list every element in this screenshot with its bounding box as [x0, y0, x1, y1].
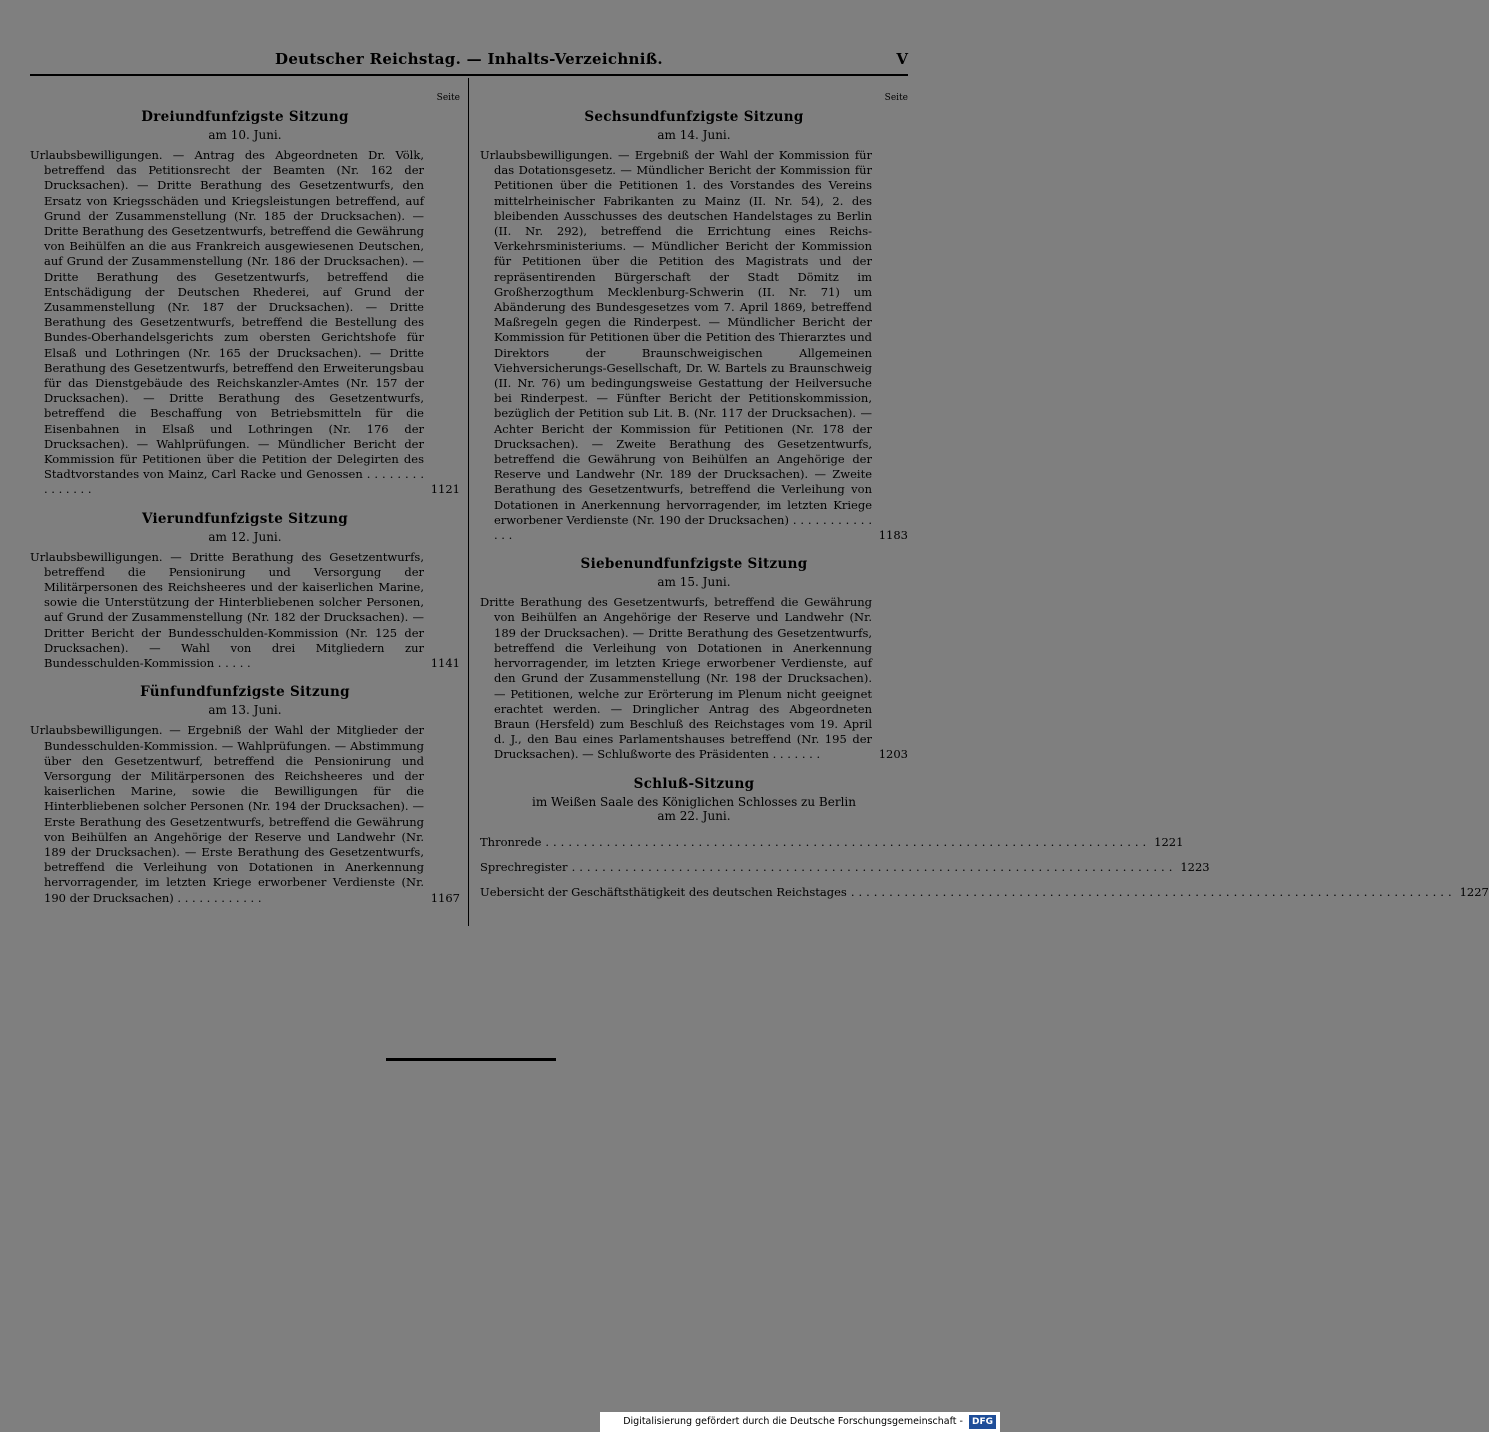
entry-text: Urlaubsbewilligungen. — Dritte Berathung des Gesetzentwurfs, betreffend die Pensionirung und Versorgung der Militärpersonen des Reichsheeres und der kaiserlichen Marine, sowie die Unterstützung der Hinterbliebenen solcher Personen, auf Grund der Zusammenstellung (Nr. 182 der Drucksachen). — Dritter Bericht der Bundesschulden-Kommission (Nr. 125 der Drucksachen). — Wahl von drei Mitgliedern zur Bundesschulden-Kommission . . . . .: [30, 549, 424, 671]
session-56: [480, 108, 908, 543]
closing-rule: [386, 1058, 556, 1061]
entry-page: 1183: [878, 528, 908, 543]
session-entry: [480, 595, 908, 762]
left-column: [30, 92, 460, 918]
leader-dots: ...............................................................................: [571, 859, 1177, 874]
leader-dots: ...............................................................................: [545, 834, 1151, 849]
entry-text: Urlaubsbewilligungen. — Ergebniß der Wahl der Mitglieder der Bundesschulden-Kommission. — Wahlprüfungen. — Abstimmung über den Gesetzentwurf, betreffend die Pensionirung und Versorgung der Militärpersonen des Reichsheeres und der kaiserlichen Marine, sowie die Bewilligungen für die Hinterbliebenen solcher Personen (Nr. 194 der Drucksachen). — Erste Berathung des Gesetzentwurfs, betreffend die Gewährung von Beihülfen an Angehörige der Reserve und Landwehr (Nr. 189 der Drucksachen). — Erste Berathung des Gesetzentwurfs, betreffend die Verleihung von Dotationen in Anerkennung hervorragender, im letzten Kriege erworbener Verdienste (Nr. 190 der Drucksachen) . . . . . . . . . . . .: [30, 723, 424, 905]
session-subtitle: im Weißen Saale des Königlichen Schlosses zu Berlin: [532, 794, 856, 809]
session-date: am 14. Juni.: [657, 128, 731, 142]
toc-line-sprechregister: [480, 859, 1210, 875]
session-entry: [30, 550, 460, 672]
footer-text: Digitalisierung gefördert durch die Deutsche Forschungsgemeinschaft -: [623, 1416, 963, 1427]
toc-page: 1221: [1154, 834, 1184, 849]
session-date: am 22. Juni.: [657, 808, 731, 823]
session-date: am 13. Juni.: [208, 703, 282, 718]
session-title: Dreiundfunfzigste Sitzung: [141, 109, 349, 125]
session-date: am 15. Juni.: [657, 575, 731, 590]
entry-text: Dritte Berathung des Gesetzentwurfs, betreffend die Gewährung von Beihülfen an Angehörige der Reserve und Landwehr (Nr. 189 der Drucksachen). — Dritte Berathung des Gesetzentwurfs, betreffend die Verleihung von Dotationen in Anerkennung hervorragender, im letzten Kriege erworbener Verdienste, auf den Grund der Zusammenstellung (Nr. 198 der Drucksachen). — Petitionen, welche zur Erörterung im Plenum nicht geeignet erachtet werden. — Dringlicher Antrag des Abgeordneten Braun (Hersfeld) zum Beschluß des Reichstages vom 19. April d. J., den Bau eines Parlamentshauses betreffend (Nr. 195 der Drucksachen). — Schlußworte des Präsidenten . . . . . . .: [480, 595, 872, 762]
session-entry: [30, 723, 460, 905]
seite-label: Seite: [884, 93, 908, 103]
right-column: [480, 92, 1489, 912]
column-divider: [468, 78, 469, 926]
session-entry: [480, 148, 908, 543]
session-54: [30, 510, 460, 672]
toc-page: 1223: [1180, 859, 1210, 874]
session-55: [30, 683, 460, 905]
toc-page: 1227: [1459, 884, 1489, 899]
running-title: Deutscher Reichstag. — Inhalts-Verzeichniß.: [275, 50, 663, 68]
session-entry: [30, 148, 460, 498]
entry-page: 1167: [430, 890, 460, 905]
entry-text: Urlaubsbewilligungen. — Antrag des Abgeordneten Dr. Völk, betreffend das Petitionsrecht der Beamten (Nr. 162 der Drucksachen). — Dritte Berathung des Gesetzentwurfs, den Ersatz von Kriegsschäden und Kriegsleistungen betreffend, auf Grund der Zusammenstellung (Nr. 185 der Drucksachen). — Dritte Berathung des Gesetzentwurfs, betreffend die Gewährung von Beihülfen an die aus Frankreich ausgewiesenen Deutschen, auf Grund der Zusammenstellung (Nr. 186 der Drucksachen). — Dritte Berathung des Gesetzentwurfs, betreffend die Entschädigung der Deutschen Rhederei, auf Grund der Zusammenstellung (Nr. 187 der Drucksachen). — Dritte Berathung des Gesetzentwurfs, betreffend die Bestellung des Bundes-Oberhandelsgerichts zum obersten Gerichtshofe für Elsaß und Lothringen (Nr. 165 der Drucksachen). — Dritte Berathung des Gesetzentwurfs, betreffend den Erweiterungsbau für das Dienstgebäude des Reichskanzler-Amtes (Nr. 157 der Drucksachen). — Dritte Berathung des Gesetzentwurfs, betreffend die Beschaffung von Betriebsmitteln für die Eisenbahnen in Elsaß und Lothringen (Nr. 176 der Drucksachen). — Wahlprüfungen. — Mündlicher Bericht der Kommission für Petitionen über die Petition der Delegirten des Stadtvorstandes von Mainz, Carl Racke und Genossen . . . . . . . . . . . . . . .: [30, 148, 424, 497]
session-date: am 10. Juni.: [208, 128, 282, 142]
session-title: Sechsundfunfzigste Sitzung: [584, 109, 804, 125]
session-title: Schluß-Sitzung: [633, 775, 755, 792]
page-header: [30, 48, 908, 76]
entry-page: 1121: [430, 482, 460, 497]
toc-line-thronrede: [480, 834, 1184, 850]
toc-label: Thronrede: [480, 834, 542, 849]
session-title: Vierundfunfzigste Sitzung: [141, 510, 349, 527]
toc-label: Uebersicht der Geschäftsthätigkeit des deutschen Reichstages: [480, 884, 847, 899]
leader-dots: ...............................................................................: [850, 884, 1456, 899]
session-title: Fünfundfunfzigste Sitzung: [140, 684, 350, 701]
toc-line-uebersicht: [480, 884, 1489, 900]
footer-credit: [600, 1412, 1000, 1432]
entry-page: 1141: [430, 656, 460, 671]
session-53: [30, 108, 460, 498]
page-number: V: [896, 50, 908, 68]
entry-text: Urlaubsbewilligungen. — Ergebniß der Wahl der Kommission für das Dotationsgesetz. — Mündlicher Bericht der Kommission für Petitionen über die Petitionen 1. des Vorstandes des Vereins mittelrheinischer Fabrikanten zu Mainz (II. Nr. 54), 2. des bleibenden Ausschusses des deutschen Handelstages zu Berlin (II. Nr. 292), betreffend die Errichtung eines Reichs-Verkehrsministeriums. — Mündlicher Bericht der Kommission für Petitionen über die Petition des Magistrats und der repräsentirenden Bürgerschaft der Stadt Dömitz im Großherzogthum Mecklenburg-Schwerin (II. Nr. 71) um Abänderung des Bundesgesetzes vom 7. April 1869, betreffend Maßregeln gegen die Rinderpest. — Mündlicher Bericht der Kommission für Petitionen über die Petition des Thierarztes und Direktors der Braunschweigischen Allgemeinen Viehversicherungs-Gesellschaft, Dr. W. Bartels zu Braunschweig (II. Nr. 76) um bedingungsweise Gestattung der Heilversuche bei Rinderpest. — Fünfter Bericht der Petitionskommission, bezüglich der Petition sub Lit. B. (Nr. 117 der Drucksachen). — Achter Bericht der Kommission für Petitionen (Nr. 178 der Drucksachen). — Zweite Berathung des Gesetzentwurfs, betreffend die Gewährung von Beihülfen an Angehörige der Reserve und Landwehr (Nr. 189 der Drucksachen). — Zweite Berathung des Gesetzentwurfs, betreffend die Verleihung von Dotationen in Anerkennung hervorragender, im letzten Kriege erworbener Verdienste (Nr. 190 der Drucksachen) . . . . . . . . . . . . . .: [480, 148, 872, 543]
dfg-logo: DFG: [969, 1415, 996, 1429]
entry-page: 1203: [878, 747, 908, 762]
session-date: am 12. Juni.: [208, 529, 282, 544]
session-title: Siebenundfunfzigste Sitzung: [580, 556, 808, 573]
toc-label: Sprechregister: [480, 859, 568, 874]
seite-label: Seite: [436, 93, 460, 103]
session-57: [480, 555, 908, 762]
closing-session: [480, 775, 1489, 901]
